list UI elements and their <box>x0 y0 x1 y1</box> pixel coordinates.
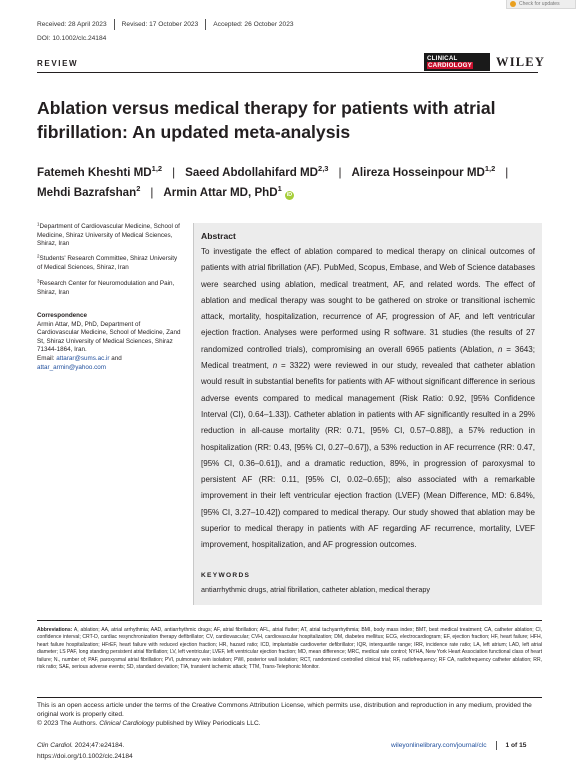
article-dates <box>37 19 294 30</box>
author-name[interactable]: Alireza Hosseinpour MD <box>351 166 485 179</box>
citation-journal: Clin Cardiol. <box>37 742 73 749</box>
affiliation <box>37 280 182 297</box>
keywords-heading: KEYWORDS <box>201 572 251 579</box>
author-separator: | <box>172 166 176 179</box>
affiliation-text: Students' Research Committee, Shiraz University of Medical Sciences, Shiraz, Iran <box>37 255 178 271</box>
section-label: REVIEW <box>37 59 79 68</box>
keywords-list: antiarrhythmic drugs, atrial fibrillation, catheter ablation, medical therapy <box>201 585 430 594</box>
affiliation <box>37 223 182 249</box>
orcid-icon[interactable]: iD <box>286 192 293 198</box>
abstract-text: = 3322) were reviewed in our study, revealed that catheter ablation would result in substantial benefits for patients with AF without significant difference in serious adverse events compared to medical management (Risk Ratio: 0.92, [95% Confidence Interval (CI), 0.64–1.33]). Catheter ablation in patients with AF significantly resulted in a 29% reduction in all-cause mortality (RR: 0.71, [95% CI, 0.57–0.88]), a 57% reduction in hospitalization (RR: 0.43, [95% CI, 0.27–0.67]), a 53% reduction in AF recurrence (RR: 0.47, [95% CI, 0.36–0.61]), and a dramatic reduction, 89%, in progression of paroxysmal to persistent AF (RR: 0.11, [95% CI, 0.02–0.65]); also associated with a remarkable improvement in their left ventricular ejection fraction (LVEF) (Mean Difference, MD: 6.84%, [95% CI, 3.27–10.42]) compared to medical therapy. Our study showed that ablation may be superior to medical therapy in patients with AF regarding AF recurrence, mortality, LVEF improvement, hospitalization, and AF progression outcomes. <box>201 361 535 550</box>
abbreviations-text: A, ablation; AA, atrial arrhythmia; AAD, antiarrhythmic drugs; AF, atrial fibrillation; AFL, atrial flutter; AT, atrial tachyarrhythmia; BMI, body mass index; BMT, best medical treatment; CA, catheter ablation; CI, confidence interval; CRT-D, cardiac resynchronization therapy defibrillator; CV, cardiovascular; CVH, cardiovascular hospitalization; DM, diabetes mellitus; ECG, electrocardiogram; EF, ejection fraction; HF, heart failure; HFH, heart failure hospitalization; HFrEF, heart failure with reduced ejection fraction; HR, hazard ratio; ICD, implantable cardioverter defibrillator; IQR, interquartile range; IRR, incidence rate ratio; LA, left atrium; LAD, left atrial diameter; LS PAF, long standing persistent atrial fibrillation; LV, left ventricular; LVEF, left ventricular ejection fraction; MD, mean difference; MRC, medical rate control; NYHA, New York Heart Association functional class of heart failure; N., number of; PAF, paroxysmal atrial fibrillation; PVI, pulmonary vein isolation; PWI, posterior wall isolation; RCT, randomized controlled clinical trial; RF, radiofrequency; RF CA, radiofrequency catheter ablation; RR, risk ratio; SAE, serious adverse events; SD, standard deviation; TIA, transient ischemic attack; TTM, Trans-Telephonic Monitor. <box>37 627 542 671</box>
author-separator: | <box>338 166 342 179</box>
copyright-text: © 2023 The Authors. <box>37 720 100 728</box>
citation-volume: 2024;47:e24184. <box>72 742 125 749</box>
author-name[interactable]: Mehdi Bazrafshan <box>37 186 137 199</box>
affiliation-number: 2 <box>37 253 40 259</box>
journal-logo-line1: CLINICAL <box>427 55 458 62</box>
affiliation <box>37 255 182 272</box>
correspondence <box>37 312 182 372</box>
divider <box>205 19 206 30</box>
badge-label: Check for updates <box>519 1 560 7</box>
license-text: This is an open access article under the terms of the Creative Commons Attribution License, which permits use, distribution and reproduction in any medium, provided the original work is properly cited. <box>37 702 532 719</box>
update-icon <box>510 1 516 7</box>
conjunction: and <box>111 354 122 362</box>
n-symbol: n <box>272 361 278 371</box>
abbreviations-label: Abbreviations: <box>37 627 73 633</box>
author-separator: | <box>150 186 154 199</box>
n-symbol: n <box>497 344 503 354</box>
doi-link[interactable]: https://doi.org/10.1002/clc.24184 <box>37 752 133 760</box>
author-name[interactable]: Armin Attar MD, PhD <box>163 186 278 199</box>
author-affiliation-ref: 1,2 <box>151 164 163 173</box>
accepted-date: Accepted: 26 October 2023 <box>213 21 294 28</box>
affiliation-text: Department of Cardiovascular Medicine, School of Medicine, Shiraz University of Medical Sciences, Shiraz, Iran <box>37 223 180 248</box>
article-title: Ablation versus medical therapy for patients with atrial fibrillation: An updated meta-analysis <box>37 98 496 142</box>
abbreviations <box>37 627 542 671</box>
abstract-text: To investigate the effect of ablation compared to medical therapy on clinical outcomes of patients with atrial fibrillation (AF). PubMed, Scopus, Embase, and Web of Science databases were searched using ablation, medical treatment, AF, and related words. The effect of ablation and medical therapy was sought to be gathered on stroke or transitional ischemic attack, mortality, hospitalization, recurrence of AF, progression of AF, and left ventricular ejection fraction. Analyses were performed using R software. 31 studies (the results of 27 randomized controlled trials), compromising an overall 6965 patients (Ablation, <box>201 247 535 354</box>
journal-site-link[interactable]: wileyonlinelibrary.com/journal/clc <box>391 742 487 749</box>
abstract-text: = 3643; Medical treatment, <box>201 344 535 371</box>
abbreviations-divider <box>37 620 542 621</box>
copyright-publisher: published by Wiley Periodicals LLC. <box>153 720 261 728</box>
journal-logo-line2: CARDIOLOGY <box>428 62 472 69</box>
affiliation-number: 1 <box>37 221 40 227</box>
license-divider <box>37 697 542 698</box>
affiliation-text: Research Center for Neuromodulation and Pain, Shiraz, Iran <box>37 280 175 296</box>
divider <box>114 19 115 30</box>
footer-citation <box>37 741 133 762</box>
author-name[interactable]: Fatemeh Kheshti MD <box>37 166 152 179</box>
email-link[interactable]: attarar@sums.ac.ir <box>56 354 110 362</box>
divider <box>496 741 497 750</box>
author-affiliation-ref: 1 <box>277 184 282 193</box>
correspondence-address: Armin Attar, MD, PhD, Department of Cardiovascular Medicine, School of Medicine, Zand St, Shiraz University of Medical Sciences, Shiraz 71344-1864, Iran. <box>37 320 181 354</box>
author-list <box>37 163 542 203</box>
author-affiliation-ref: 2 <box>136 184 141 193</box>
revised-date: Revised: 17 October 2023 <box>121 21 199 28</box>
email-link[interactable]: attar_armin@yahoo.com <box>37 363 107 371</box>
check-for-updates-badge[interactable] <box>506 0 576 9</box>
author-affiliation-ref: 2,3 <box>318 164 329 173</box>
section-divider <box>37 72 538 73</box>
email-label: Email: <box>37 354 55 362</box>
license-notice <box>37 701 542 729</box>
author-affiliation-ref: 1,2 <box>484 164 496 173</box>
abstract-heading: Abstract <box>201 231 236 241</box>
copyright-journal: Clinical Cardiology <box>99 720 154 728</box>
doi: DOI: 10.1002/clc.24184 <box>37 35 107 42</box>
author-separator: | <box>505 166 509 179</box>
correspondence-heading: Correspondence <box>37 312 88 319</box>
publisher-logo[interactable]: WILEY <box>496 55 546 69</box>
footer-right <box>391 741 526 750</box>
affiliation-number: 3 <box>37 278 40 284</box>
journal-logo[interactable] <box>424 53 490 71</box>
page-number: 1 of 15 <box>505 742 527 749</box>
received-date: Received: 28 April 2023 <box>37 21 107 28</box>
author-name[interactable]: Saeed Abdollahifard MD <box>185 166 319 179</box>
abstract-body <box>201 244 535 554</box>
